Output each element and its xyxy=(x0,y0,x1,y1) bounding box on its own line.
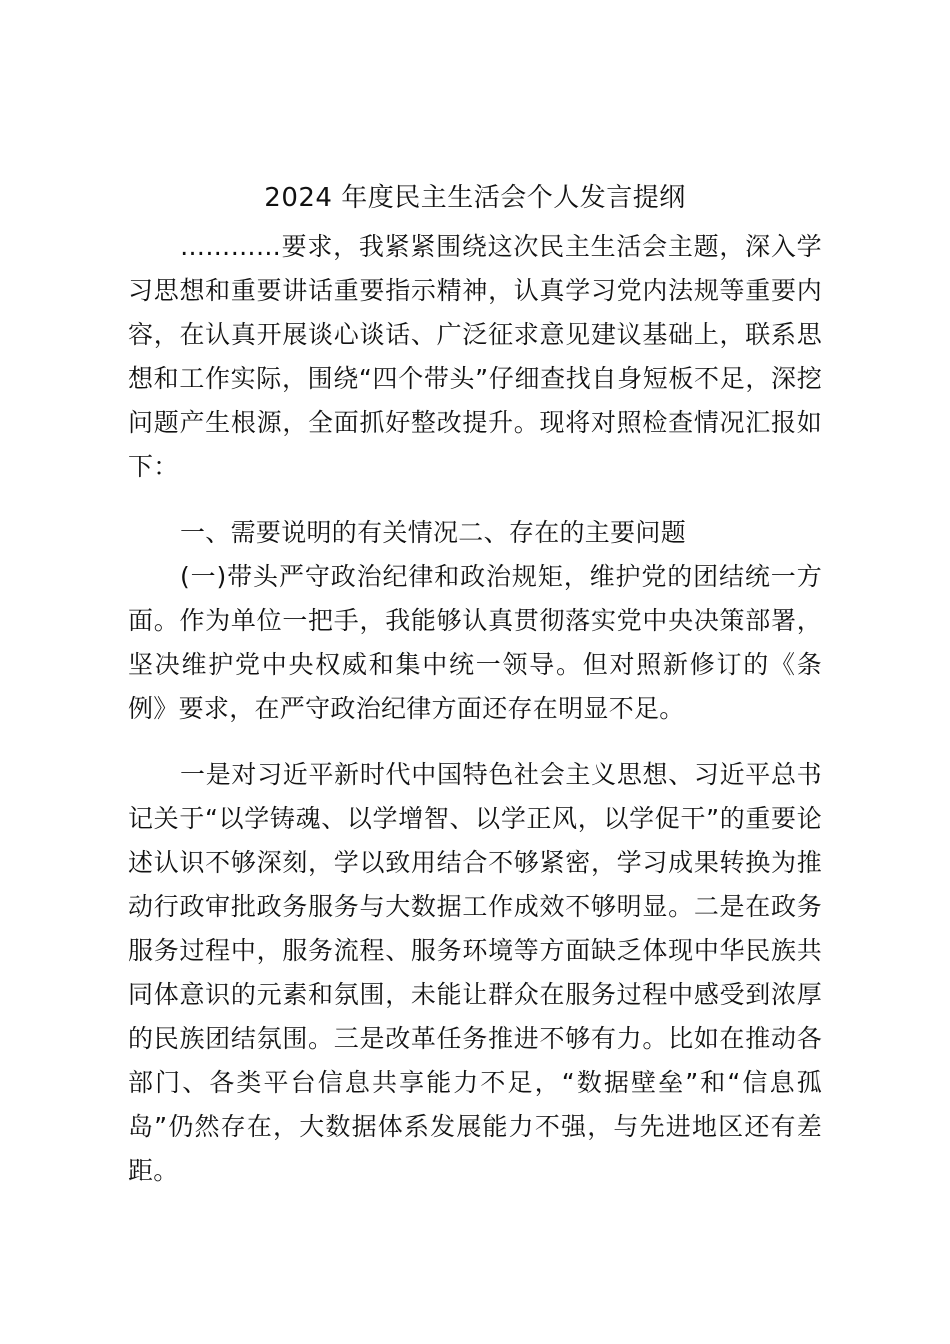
section-heading-paragraph: 一、需要说明的有关情况二、存在的主要问题 xyxy=(180,518,687,547)
document-body xyxy=(128,225,822,1215)
intro-paragraph: …………要求，我紧紧围绕这次民主生活会主题，深入学习思想和重要讲话重要指示精神，认真学习党内法规等重要内容，在认真开展谈心谈话、广泛征求意见建议基础上，联系思想和工作实际，围绕“四个带头”仔细查找自身短板不足，深挖问题产生根源，全面抓好整改提升。现将对照检查情况汇报如下： xyxy=(128,232,822,481)
subsection-paragraph: (一)带头严守政治纪律和政治规矩，维护党的团结统一方面。作为单位一把手，我能够认真贯彻落实党中央决策部署，坚决维护党中央权威和集中统一领导。但对照新修订的《条例》要求，在严守政治纪律方面还存在明显不足。 xyxy=(128,562,822,723)
issues-paragraph: 一是对习近平新时代中国特色社会主义思想、习近平总书记关于“以学铸魂、以学增智、以学正风，以学促干”的重要论述认识不够深刻，学以致用结合不够紧密，学习成果转换为推动行政审批政务服务与大数据工作成效不够明显。二是在政务服务过程中，服务流程、服务环境等方面缺乏体现中华民族共同体意识的元素和氛围，未能让群众在服务过程中感受到浓厚的民族团结氛围。三是改革任务推进不够有力。比如在推动各部门、各类平台信息共享能力不足，“数据壁垒”和“信息孤岛”仍然存在，大数据体系发展能力不强，与先进地区还有差距。 xyxy=(128,760,822,1185)
document-title: 2024 年度民主生活会个人发言提纲 xyxy=(264,183,686,213)
